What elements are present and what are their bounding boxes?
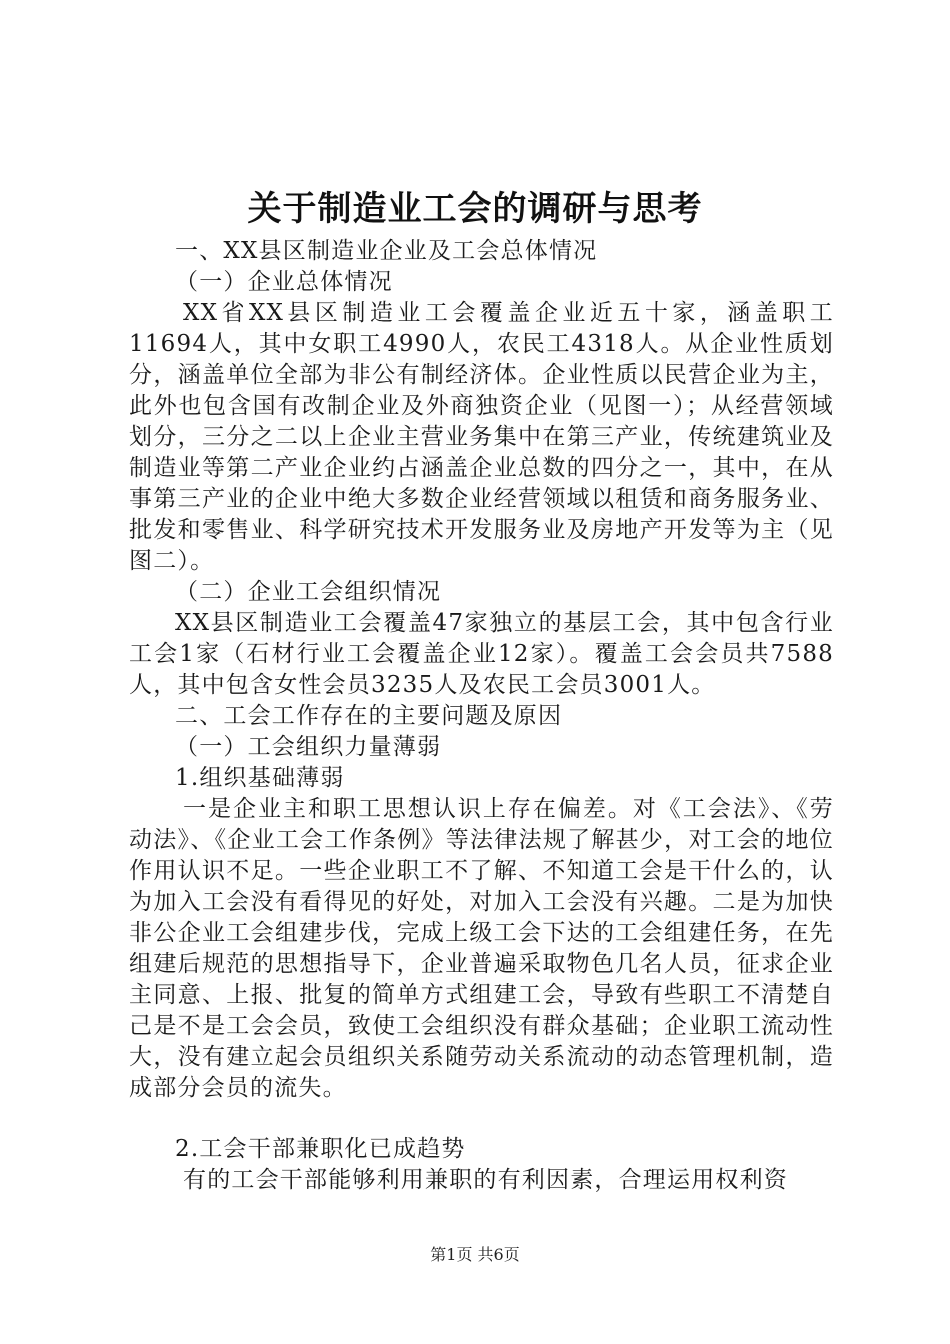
- body-paragraph: 有的工会干部能够利用兼职的有利因素，合理运用权利资: [183, 1167, 788, 1193]
- item-heading: 1.组织基础薄弱: [175, 765, 345, 791]
- document-body: [129, 236, 834, 1196]
- body-paragraph: XX省XX县区制造业工会覆盖企业近五十家，涵盖职工11694人，其中女职工4990人，农民工4318人。从企业性质划分，涵盖单位全部为非公有制经济体。企业性质以民营企业为主，此外也包含国有改制企业及外商独资企业（见图一）；从经营领域划分，三分之二以上企业主营业务集中在第三产业，传统建筑业及制造业等第二产业企业约占涵盖企业总数的四分之一，其中，在从事第三产业的企业中绝大多数企业经营领域以租赁和商务服务业、批发和零售业、科学研究技术开发服务业及房地产开发等为主（见图二）。: [129, 300, 834, 574]
- body-paragraph: XX县区制造业工会覆盖47家独立的基层工会，其中包含行业工会1家（石材行业工会覆盖企业12家）。覆盖工会会员共7588人，其中包含女性会员3235人及农民工会员3001人。: [129, 610, 834, 698]
- section-heading: 二、工会工作存在的主要问题及原因: [175, 703, 563, 729]
- page-number-footer: 第1页 共6页: [430, 1245, 520, 1264]
- subsection-heading: （一）工会组织力量薄弱: [175, 734, 442, 760]
- subsection-heading: （二）企业工会组织情况: [175, 579, 442, 605]
- section-heading: 一、XX县区制造业企业及工会总体情况: [175, 238, 598, 264]
- subsection-heading: （一）企业总体情况: [175, 269, 393, 295]
- document-title: 关于制造业工会的调研与思考: [247, 189, 703, 229]
- body-paragraph: 一是企业主和职工思想认识上存在偏差。对《工会法》、《劳动法》、《企业工会工作条例》等法律法规了解甚少，对工会的地位作用认识不足。一些企业职工不了解、不知道工会是干什么的，认为加入工会没有看得见的好处，对加入工会没有兴趣。二是为加快非公企业工会组建步伐，完成上级工会下达的工会组建任务，在先组建后规范的思想指导下，企业普遍采取物色几名人员，征求企业主同意、上报、批复的简单方式组建工会，导致有些职工不清楚自己是不是工会会员，致使工会组织没有群众基础；企业职工流动性大，没有建立起会员组织关系随劳动关系流动的动态管理机制，造成部分会员的流失。: [129, 796, 834, 1101]
- item-heading: 2.工会干部兼职化已成趋势: [175, 1136, 466, 1162]
